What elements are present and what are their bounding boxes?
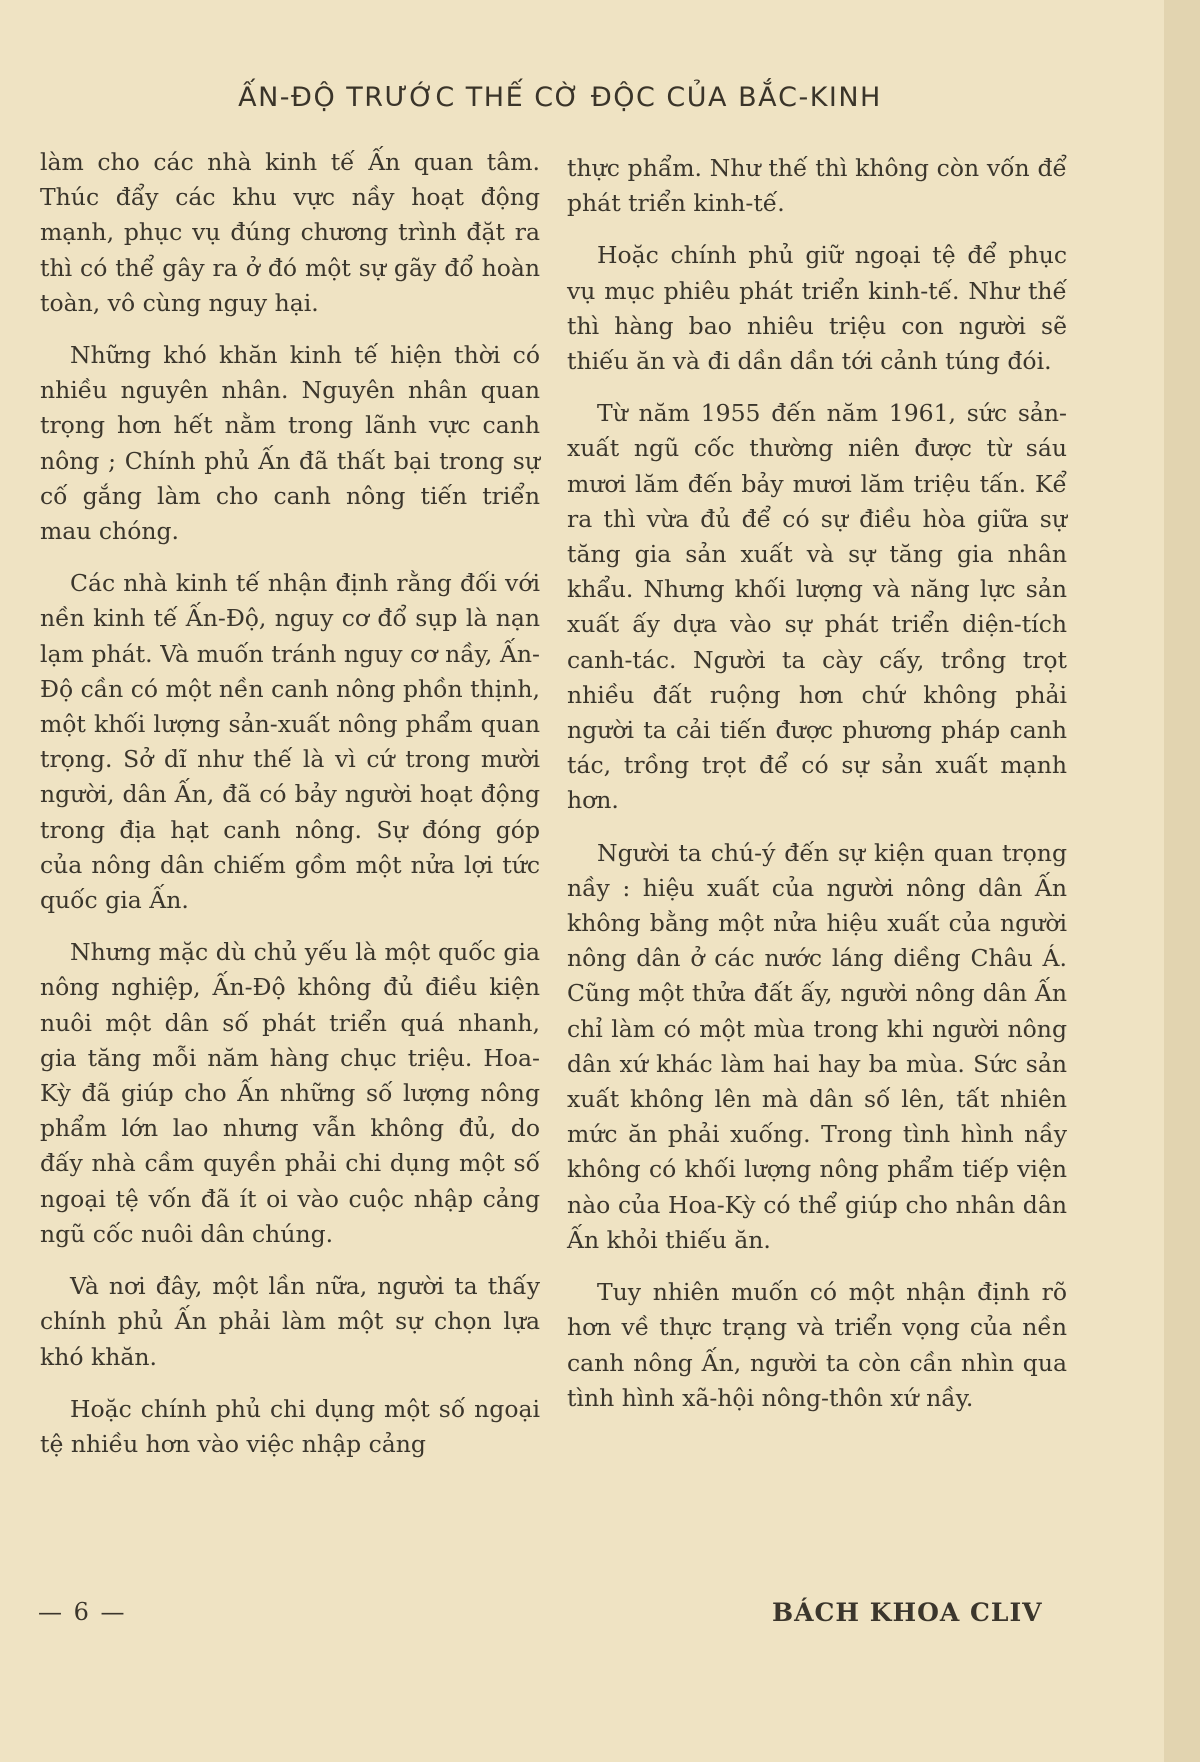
page-edge (1164, 0, 1200, 1762)
paragraph: Tuy nhiên muốn có một nhận định rõ hơn về thực trạng và triển vọng của nền canh nông Ấn, người ta còn cần nhìn qua tình hình xã-hội nông-thôn xứ nầy. (567, 1278, 1067, 1412)
paragraph: Các nhà kinh tế nhận định rằng đối với nền kinh tế Ấn-Độ, nguy cơ đổ sụp là nạn lạm phát. Và muốn tránh nguy cơ nầy, Ấn-Độ cần có một nền canh nông phồn thịnh, một khối lượng sản-xuất nông phẩm quan trọng. Sở dĩ như thế là vì cứ trong mười người, dân Ấn, đã có bảy người hoạt động trong địa hạt canh nông. Sự đóng góp của nông dân chiếm gồm một nửa lợi tức quốc gia Ấn. (40, 569, 540, 915)
paragraph: Và nơi đây, một lần nữa, người ta thấy chính phủ Ấn phải làm một sự chọn lựa khó khăn. (40, 1272, 540, 1371)
paragraph: Hoặc chính phủ chi dụng một số ngoại tệ nhiều hơn vào việc nhập cảng (40, 1394, 540, 1458)
paragraph: thực phẩm. Như thế thì không còn vốn để phát triển kinh-tế. (567, 154, 1067, 218)
page-number: — 6 — (38, 1598, 127, 1626)
right-column (567, 151, 1067, 1433)
left-column (40, 145, 540, 1479)
publication-footer: BÁCH KHOA CLIV (772, 1598, 1043, 1627)
paragraph: làm cho các nhà kinh tế Ấn quan tâm. Thúc đẩy các khu vực nầy hoạt động mạnh, phục vụ đúng chương trình đặt ra thì có thể gây ra ở đó một sự gãy đổ hoàn toàn, vô cùng nguy hại. (40, 148, 540, 317)
paragraph: Những khó khăn kinh tế hiện thời có nhiều nguyên nhân. Nguyên nhân quan trọng hơn hết nằm trong lãnh vực canh nông ; Chính phủ Ấn đã thất bại trong sự cố gắng làm cho canh nông tiến triển mau chóng. (40, 341, 540, 546)
paragraph: Nhưng mặc dù chủ yếu là một quốc gia nông nghiệp, Ấn-Độ không đủ điều kiện nuôi một dân số phát triển quá nhanh, gia tăng mỗi năm hàng chục triệu. Hoa-Kỳ đã giúp cho Ấn những số lượng nông phẩm lớn lao nhưng vẫn không đủ, do đấy nhà cầm quyền phải chi dụng một số ngoại tệ vốn đã ít oi vào cuộc nhập cảng ngũ cốc nuôi dân chúng. (40, 938, 540, 1248)
paragraph: Người ta chú-ý đến sự kiện quan trọng nầy : hiệu xuất của người nông dân Ấn không bằng một nửa hiệu xuất của người nông dân ở các nước láng diềng Châu Á. Cũng một thửa đất ấy, người nông dân Ấn chỉ làm có một mùa trong khi người nông dân xứ khác làm hai hay ba mùa. Sức sản xuất không lên mà dân số lên, tất nhiên mức ăn phải xuống. Trong tình hình nầy không có khối lượng nông phẩm tiếp viện nào của Hoa-Kỳ có thể giúp cho nhân dân Ấn khỏi thiếu ăn. (567, 838, 1067, 1254)
paragraph: Từ năm 1955 đến năm 1961, sức sản-xuất ngũ cốc thường niên được từ sáu mươi lăm đến bảy mươi lăm triệu tấn. Kể ra thì vừa đủ để có sự điều hòa giữa sự tăng gia sản xuất và sự tăng gia nhân khẩu. Nhưng khối lượng và năng lực sản xuất ấy dựa vào sự phát triển diện-tích canh-tác. Người ta cày cấy, trồng trọt nhiều đất ruộng hơn chứ không phải người ta cải tiến được phương pháp canh tác, trồng trọt để có sự sản xuất mạnh hơn. (567, 399, 1067, 815)
running-header: ẤN-ĐỘ TRƯỚC THẾ CỜ ĐỘC CỦA BẮC-KINH (238, 82, 882, 113)
paragraph: Hoặc chính phủ giữ ngoại tệ để phục vụ mục phiêu phát triển kinh-tế. Như thế thì hàng bao nhiêu triệu con người sẽ thiếu ăn và đi dần dần tới cảnh túng đói. (567, 241, 1067, 376)
